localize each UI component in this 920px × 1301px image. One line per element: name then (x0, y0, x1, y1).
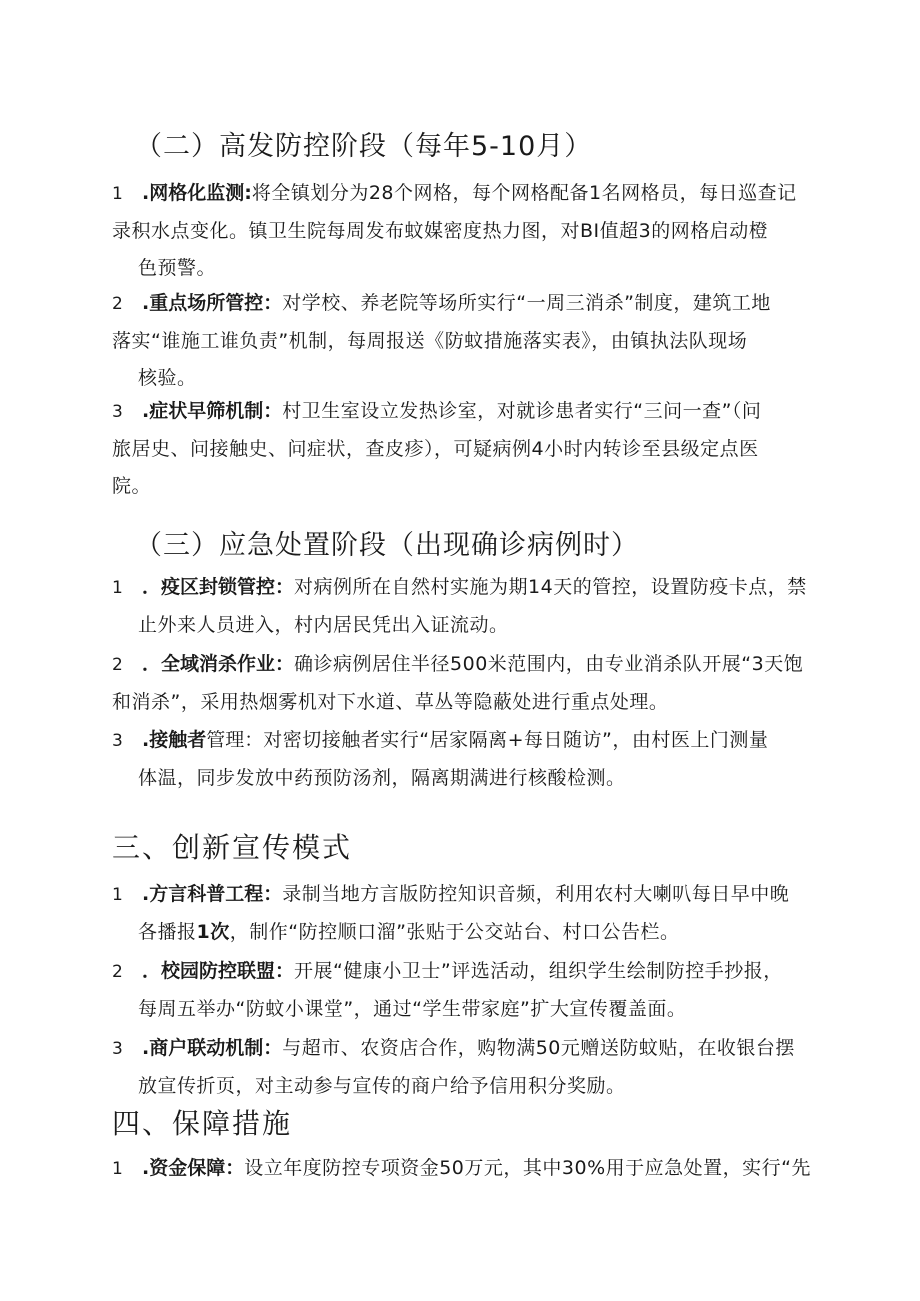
item-text: 和消杀”，采用热烟雾机对下水道、草丛等隐蔽处进行重点处理。 (112, 691, 669, 713)
item-number: 1 (112, 578, 123, 598)
list-item (112, 569, 812, 644)
item-text: 将全镇划分为28个网格，每个网格配备1名网格员，每日巡查记 (251, 182, 797, 204)
list-item (112, 646, 812, 721)
item-text-emphasis: 1次 (196, 921, 230, 943)
list-item (112, 953, 812, 1028)
item-title-rest: 管理： (206, 729, 264, 751)
item-text: 设立年度防控专项资金50万元，其中30%用于应急处置，实行“先 (244, 1157, 811, 1179)
item-number: 3 (112, 1039, 123, 1059)
list-item (112, 393, 812, 505)
item-text: 村卫生室设立发热诊室，对就诊患者实行“三问一查”（问 (282, 400, 762, 422)
item-text: 放宣传折页，对主动参与宣传的商户给予信用积分奖励。 (138, 1075, 626, 1097)
item-text: 旅居史、问接触史、问症状，查皮疹），可疑病例4小时内转诊至县级定点医 (112, 438, 759, 460)
item-text: 止外来人员进入，村内居民凭出入证流动。 (138, 614, 509, 636)
item-title: .方言科普工程： (142, 883, 283, 905)
item-number: 3 (112, 731, 123, 751)
item-title: .资金保障： (142, 1157, 245, 1179)
list-item (112, 285, 812, 397)
item-text: 开展“健康小卫士”评选活动，组织学生绘制防控手抄报， (294, 960, 783, 982)
item-title: .接触者 (142, 729, 207, 751)
list-item (112, 1030, 812, 1105)
item-number: 1 (112, 1159, 123, 1179)
item-text: 色预警。 (138, 257, 217, 279)
item-text: 对病例所在自然村实施为期14天的管控，设置防疫卡点，禁 (294, 576, 807, 598)
section-heading-emergency: （三）应急处置阶段（出现确诊病例时） (135, 530, 639, 561)
item-title: .商户联动机制： (142, 1037, 283, 1059)
section-heading-guarantee: 四、保障措施 (112, 1107, 293, 1140)
item-text: 与超市、农资店合作，购物满50元赠送防蚊贴，在收银台摆 (282, 1037, 795, 1059)
item-number: 1 (112, 184, 123, 204)
item-text: 核验。 (138, 367, 197, 389)
item-text: ，制作“防控顺口溜”张贴于公交站台、村口公告栏。 (229, 921, 680, 943)
item-text-line (112, 914, 812, 951)
item-title: .症状早筛机制： (142, 400, 283, 422)
list-item (112, 722, 812, 797)
list-item (112, 876, 812, 951)
item-text: 院。 (112, 475, 152, 497)
item-text: 录积水点变化。镇卫生院每周发布蚊媒密度热力图，对BI值超3的网格启动橙 (112, 220, 769, 242)
section-heading-high-incidence: （二）高发防控阶段（每年5-10月） (135, 131, 593, 162)
item-text: 体温，同步发放中药预防汤剂，隔离期满进行核酸检测。 (138, 767, 626, 789)
item-text: 确诊病例居住半径500米范围内，由专业消杀队开展“3天饱 (294, 653, 804, 675)
list-item (112, 175, 812, 287)
item-text: 对学校、养老院等场所实行“一周三消杀”制度，建筑工地 (282, 292, 771, 314)
item-title: .重点场所管控： (142, 292, 283, 314)
item-number: 2 (112, 655, 123, 675)
item-text: 对密切接触者实行“居家隔离+每日随访”，由村医上门测量 (263, 729, 769, 751)
item-number: 2 (112, 962, 123, 982)
item-title: .网格化监测: (142, 182, 252, 204)
item-number: 3 (112, 402, 123, 422)
item-title: ．全域消杀作业： (142, 653, 295, 675)
item-number: 1 (112, 885, 123, 905)
item-text: 每周五举办“防蚊小课堂”，通过“学生带家庭”扩大宣传覆盖面。 (138, 998, 687, 1020)
item-text: 录制当地方言版防控知识音频，利用农村大喇叭每日早中晚 (282, 883, 790, 905)
item-number: 2 (112, 294, 123, 314)
item-title: ．校园防控联盟： (142, 960, 295, 982)
item-title: ．疫区封锁管控： (142, 576, 295, 598)
list-item (112, 1150, 812, 1188)
item-text: 落实“谁施工谁负责”机制，每周报送《防蚊措施落实表》，由镇执法队现场 (112, 330, 748, 352)
item-text: 各播报 (138, 921, 197, 943)
section-heading-publicity: 三、创新宣传模式 (112, 831, 353, 864)
